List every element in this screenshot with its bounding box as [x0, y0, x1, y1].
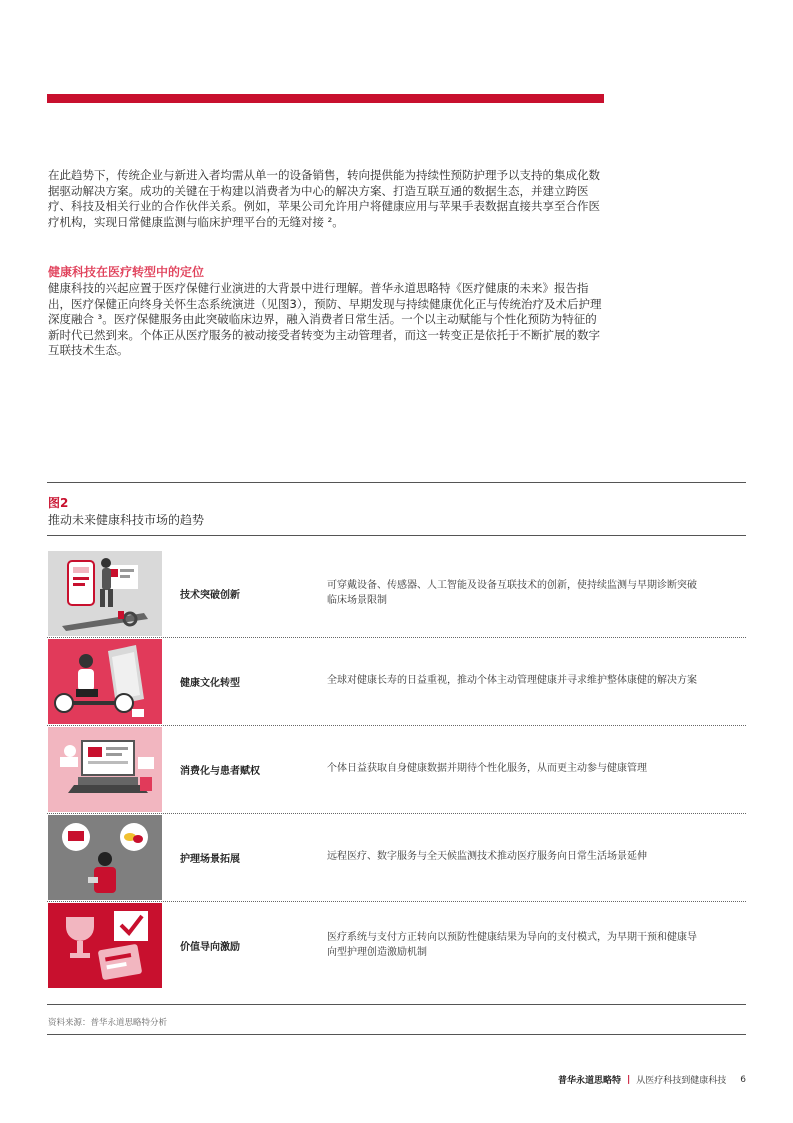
page-number: 6: [740, 1074, 746, 1085]
trend-row: [47, 638, 746, 726]
remote-care-illustration: [48, 815, 162, 900]
trend-description: 可穿戴设备、传感器、人工智能及设备互联技术的创新，使持续监测与早期诊断突破临床场景限制: [327, 580, 697, 606]
trend-title: 健康文化转型: [180, 678, 240, 689]
body-paragraph: 健康科技的兴起应置于医疗保健行业演进的大背景中进行理解。普华永道思略特《医疗健康的未来》报告指出，医疗保健正向终身关怀生态系统演进（见图3），预防、早期发现与持续健康优化正与传统治疗及术后护理深度融合 ³。医疗保健服务由此突破临床边界，融入消费者日常生活。一个以主动赋能与个性化预防为特征的新时代已然到来。个体正从医疗服务的被动接受者转变为主动管理者，而这一转变正是依托于不断扩展的数字互联技术生态。: [48, 281, 602, 358]
page-footer: [558, 1073, 746, 1086]
figure-label: 图2: [48, 496, 69, 510]
trend-row: [47, 726, 746, 814]
fitness-culture-illustration: [48, 639, 162, 724]
figure-title: 推动未来健康科技市场的趋势: [48, 513, 205, 527]
footer-separator: |: [626, 1074, 631, 1085]
fitness-tracking-illustration: [48, 551, 162, 636]
trend-row: [47, 902, 746, 989]
trend-description: 个体日益获取自身健康数据并期待个性化服务，从而更主动参与健康管理: [327, 763, 647, 775]
figure-bottom-rule: [47, 1004, 746, 1005]
footer-brand: 普华永道思略特: [557, 1076, 621, 1086]
trend-title: 技术突破创新: [180, 590, 240, 601]
laptop-health-data-illustration: [48, 727, 162, 812]
section-subheading: 健康科技在医疗转型中的定位: [48, 265, 205, 279]
value-incentive-illustration: [48, 903, 162, 988]
figure-top-rule: [47, 482, 746, 483]
trend-title: 护理场景拓展: [180, 854, 240, 865]
trend-row: [47, 550, 746, 638]
trend-table: [47, 550, 746, 989]
header-accent-bar: [47, 94, 604, 103]
footer-title: 从医疗科技到健康科技: [636, 1076, 727, 1086]
trend-title: 价值导向激励: [180, 942, 240, 953]
intro-paragraph: 在此趋势下，传统企业与新进入者均需从单一的设备销售，转向提供能为持续性预防护理予以支持的集成化数据驱动解决方案。成功的关键在于构建以消费者为中心的解决方案、打造互联互通的数据生态，并建立跨医疗、科技及相关行业的合作伙伴关系。例如，苹果公司允许用户将健康应用与苹果手表数据直接共享至合作医疗机构，实现日常健康监测与临床护理平台的无缝对接 ²。: [48, 168, 600, 229]
figure-header-rule: [47, 535, 746, 536]
trend-description: 医疗系统与支付方正转向以预防性健康结果为导向的支付模式，为早期干预和健康导向型护理创造激励机制: [327, 932, 697, 958]
trend-description: 全球对健康长寿的日益重视，推动个体主动管理健康并寻求维护整体康健的解决方案: [327, 675, 697, 687]
trend-row: [47, 814, 746, 902]
trend-title: 消费化与患者赋权: [180, 766, 260, 777]
trend-description: 远程医疗、数字服务与全天候监测技术推动医疗服务向日常生活场景延伸: [327, 851, 647, 863]
source-note: 资料来源：普华永道思略特分析: [48, 1018, 168, 1028]
source-rule: [47, 1034, 746, 1035]
